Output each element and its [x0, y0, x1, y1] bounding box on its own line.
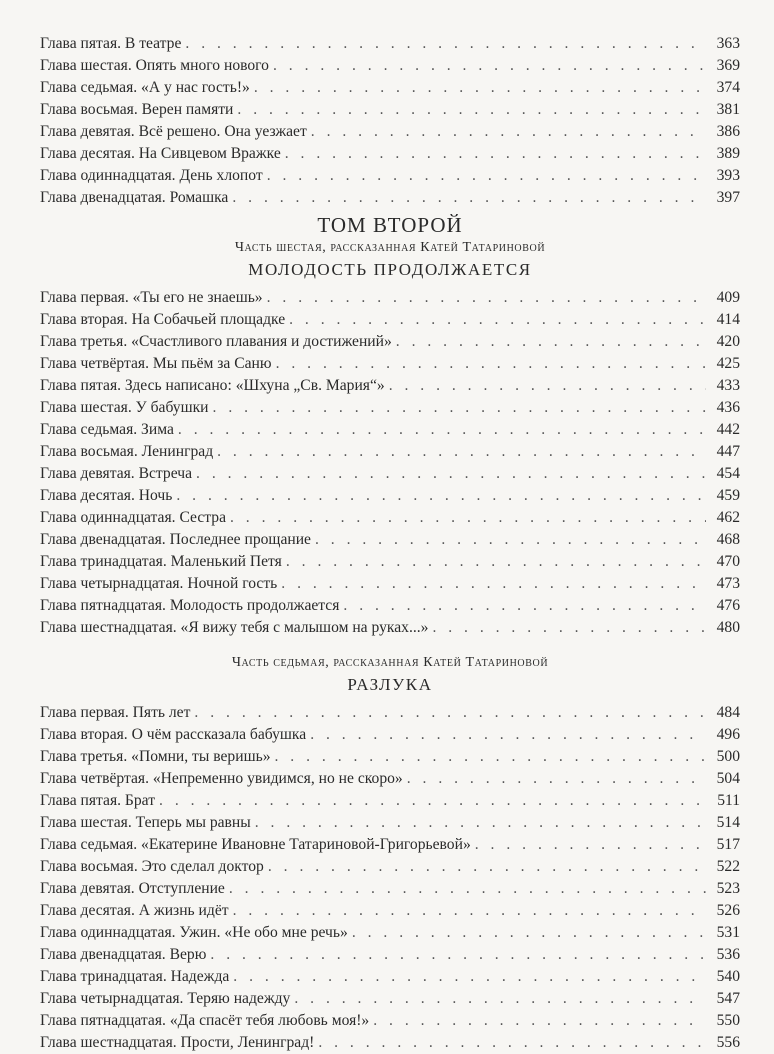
chapter-title: Глава третья. «Помни, ты веришь» — [40, 748, 271, 765]
dot-leader — [475, 834, 706, 856]
chapter-title: Глава восьмая. Это сделал доктор — [40, 858, 264, 875]
chapter-title: Глава четырнадцатая. Ночной гость — [40, 575, 278, 592]
toc-entry — [40, 768, 740, 790]
toc-entry — [40, 834, 740, 856]
dot-leader — [196, 463, 706, 485]
page-number: 363 — [716, 35, 740, 52]
page-number: 556 — [716, 1034, 740, 1051]
chapter-title: Глава седьмая. «Екатерине Ивановне Татариновой-Григорьевой» — [40, 836, 471, 853]
toc-entry — [40, 988, 740, 1010]
dot-leader — [432, 617, 706, 639]
toc-entry — [40, 397, 740, 419]
dot-leader — [233, 966, 706, 988]
dot-leader — [373, 1010, 706, 1032]
toc-entry — [40, 507, 740, 529]
chapter-title: Глава двенадцатая. Верю — [40, 946, 207, 963]
dot-leader — [289, 309, 706, 331]
dot-leader — [343, 595, 706, 617]
toc-entry — [40, 485, 740, 507]
dot-leader — [178, 419, 706, 441]
toc-entry — [40, 746, 740, 768]
dot-leader — [233, 900, 706, 922]
dot-leader — [315, 529, 706, 551]
dot-leader — [217, 441, 706, 463]
toc-entry — [40, 944, 740, 966]
toc-entry — [40, 900, 740, 922]
page-number: 480 — [716, 619, 740, 636]
dot-leader — [267, 165, 706, 187]
toc-entry — [40, 121, 740, 143]
chapter-title: Глава пятая. Здесь написано: «Шхуна „Св. Мария“» — [40, 377, 385, 394]
chapter-title: Глава четвёртая. «Непременно увидимся, но не скоро» — [40, 770, 403, 787]
toc-entry — [40, 966, 740, 988]
chapter-title: Глава вторая. На Собачьей площадке — [40, 311, 286, 328]
page-number: 550 — [716, 1012, 740, 1029]
chapter-title: Глава седьмая. «А у нас гость!» — [40, 79, 250, 96]
part-seven-heading: Часть седьмая, рассказанная Катей Татариновой — [231, 655, 549, 670]
dot-leader — [275, 746, 707, 768]
dot-leader — [285, 143, 706, 165]
toc-entry — [40, 856, 740, 878]
page-number: 433 — [716, 377, 740, 394]
toc-entry — [40, 878, 740, 900]
page-number: 531 — [716, 924, 740, 941]
page-number: 425 — [716, 355, 740, 372]
volume-title: ТОМ ВТОРОЙ — [317, 213, 463, 237]
page-number: 420 — [716, 333, 740, 350]
dot-leader — [159, 790, 706, 812]
chapter-title: Глава девятая. Всё решено. Она уезжает — [40, 123, 307, 140]
page-number: 414 — [716, 311, 740, 328]
toc-entry — [40, 617, 740, 639]
chapter-title: Глава третья. «Счастливого плавания и достижений» — [40, 333, 392, 350]
toc-entry — [40, 702, 740, 724]
dot-leader — [237, 99, 706, 121]
page-number: 496 — [716, 726, 740, 743]
dot-leader — [276, 353, 706, 375]
dot-leader — [267, 287, 706, 309]
chapter-title: Глава тринадцатая. Маленький Петя — [40, 553, 282, 570]
table-of-contents — [40, 33, 740, 1054]
dot-leader — [213, 397, 706, 419]
toc-entry — [40, 77, 740, 99]
chapter-title: Глава шестая. Теперь мы равны — [40, 814, 251, 831]
page-number: 470 — [716, 553, 740, 570]
chapter-title: Глава одиннадцатая. Ужин. «Не обо мне речь» — [40, 924, 348, 941]
chapter-title: Глава шестая. Опять много нового — [40, 57, 269, 74]
toc-entry — [40, 353, 740, 375]
dot-leader — [310, 724, 706, 746]
page-number: 523 — [716, 880, 740, 897]
dot-leader — [273, 55, 706, 77]
chapter-title: Глава восьмая. Ленинград — [40, 443, 214, 460]
chapter-title: Глава одиннадцатая. День хлопот — [40, 167, 263, 184]
dot-leader — [185, 33, 706, 55]
page-number: 459 — [716, 487, 740, 504]
part-seven-title: РАЗЛУКА — [347, 675, 433, 694]
toc-entry — [40, 331, 740, 353]
toc-entry — [40, 790, 740, 812]
dot-leader — [232, 187, 706, 209]
chapter-title: Глава шестнадцатая. Прости, Ленинград! — [40, 1034, 315, 1051]
chapter-title: Глава одиннадцатая. Сестра — [40, 509, 226, 526]
dot-leader — [311, 121, 706, 143]
page-number: 476 — [716, 597, 740, 614]
page-number: 447 — [716, 443, 740, 460]
page-number: 526 — [716, 902, 740, 919]
page-number: 511 — [717, 792, 740, 809]
page-number: 409 — [716, 289, 740, 306]
page-number: 514 — [716, 814, 740, 831]
page-number: 454 — [716, 465, 740, 482]
page-number: 462 — [716, 509, 740, 526]
page-number: 468 — [716, 531, 740, 548]
toc-entry — [40, 1010, 740, 1032]
dot-leader — [229, 878, 706, 900]
dot-leader — [396, 331, 706, 353]
chapter-title: Глава первая. Пять лет — [40, 704, 191, 721]
dot-leader — [254, 77, 706, 99]
chapter-title: Глава тринадцатая. Надежда — [40, 968, 230, 985]
chapter-title: Глава пятнадцатая. «Да спасёт тебя любовь моя!» — [40, 1012, 370, 1029]
chapter-title: Глава пятнадцатая. Молодость продолжается — [40, 597, 340, 614]
chapter-title: Глава десятая. А жизнь идёт — [40, 902, 229, 919]
dot-leader — [407, 768, 706, 790]
section-gap — [40, 639, 740, 653]
chapter-title: Глава десятая. На Сивцевом Вражке — [40, 145, 281, 162]
chapter-title: Глава шестнадцатая. «Я вижу тебя с малышом на руках...» — [40, 619, 429, 636]
toc-entry — [40, 441, 740, 463]
toc-entry — [40, 419, 740, 441]
page-number: 504 — [716, 770, 740, 787]
dot-leader — [286, 551, 706, 573]
chapter-title: Глава девятая. Встреча — [40, 465, 193, 482]
page-number: 522 — [716, 858, 740, 875]
chapter-title: Глава пятая. Брат — [40, 792, 156, 809]
page-number: 386 — [716, 123, 740, 140]
page-number: 536 — [716, 946, 740, 963]
page-number: 442 — [716, 421, 740, 438]
toc-entry — [40, 33, 740, 55]
page-number: 517 — [716, 836, 740, 853]
page-number: 389 — [716, 145, 740, 162]
page-number: 547 — [716, 990, 740, 1007]
page-number: 374 — [716, 79, 740, 96]
page-number: 540 — [716, 968, 740, 985]
dot-leader — [352, 922, 706, 944]
chapter-title: Глава двенадцатая. Ромашка — [40, 189, 229, 206]
chapter-title: Глава седьмая. Зима — [40, 421, 174, 438]
toc-entry — [40, 287, 740, 309]
toc-entry — [40, 309, 740, 331]
dot-leader — [294, 988, 706, 1010]
page-number: 393 — [716, 167, 740, 184]
toc-entry — [40, 143, 740, 165]
dot-leader — [318, 1032, 706, 1054]
toc-entry — [40, 99, 740, 121]
dot-leader — [176, 485, 706, 507]
page-number: 436 — [716, 399, 740, 416]
toc-entry — [40, 165, 740, 187]
dot-leader — [255, 812, 706, 834]
page-number: 397 — [716, 189, 740, 206]
toc-entry — [40, 595, 740, 617]
part-six-heading: Часть шестая, рассказанная Катей Татариновой — [234, 240, 546, 255]
page-number: 381 — [716, 101, 740, 118]
chapter-title: Глава двенадцатая. Последнее прощание — [40, 531, 311, 548]
chapter-title: Глава пятая. В театре — [40, 35, 182, 52]
chapter-title: Глава вторая. О чём рассказала бабушка — [40, 726, 307, 743]
chapter-title: Глава шестая. У бабушки — [40, 399, 209, 416]
toc-entry — [40, 55, 740, 77]
toc-entry — [40, 529, 740, 551]
chapter-title: Глава десятая. Ночь — [40, 487, 173, 504]
dot-leader — [210, 944, 706, 966]
dot-leader — [281, 573, 706, 595]
toc-entry — [40, 922, 740, 944]
toc-entry — [40, 812, 740, 834]
page-number: 473 — [716, 575, 740, 592]
chapter-list-continued — [40, 33, 740, 209]
dot-leader — [268, 856, 706, 878]
toc-entry — [40, 463, 740, 485]
page-number: 500 — [716, 748, 740, 765]
part-seven-chapter-list — [40, 702, 740, 1054]
chapter-title: Глава четвёртая. Мы пьём за Саню — [40, 355, 272, 372]
page-number: 369 — [716, 57, 740, 74]
part-six-title: МОЛОДОСТЬ ПРОДОЛЖАЕТСЯ — [248, 260, 532, 279]
toc-entry — [40, 551, 740, 573]
toc-entry — [40, 724, 740, 746]
toc-entry — [40, 1032, 740, 1054]
chapter-title: Глава первая. «Ты его не знаешь» — [40, 289, 263, 306]
toc-entry — [40, 375, 740, 397]
toc-entry — [40, 573, 740, 595]
dot-leader — [230, 507, 706, 529]
part-six-chapter-list — [40, 287, 740, 639]
dot-leader — [194, 702, 706, 724]
toc-entry — [40, 187, 740, 209]
chapter-title: Глава четырнадцатая. Теряю надежду — [40, 990, 291, 1007]
dot-leader — [389, 375, 706, 397]
chapter-title: Глава восьмая. Верен памяти — [40, 101, 234, 118]
chapter-title: Глава девятая. Отступление — [40, 880, 225, 897]
page-number: 484 — [716, 704, 740, 721]
